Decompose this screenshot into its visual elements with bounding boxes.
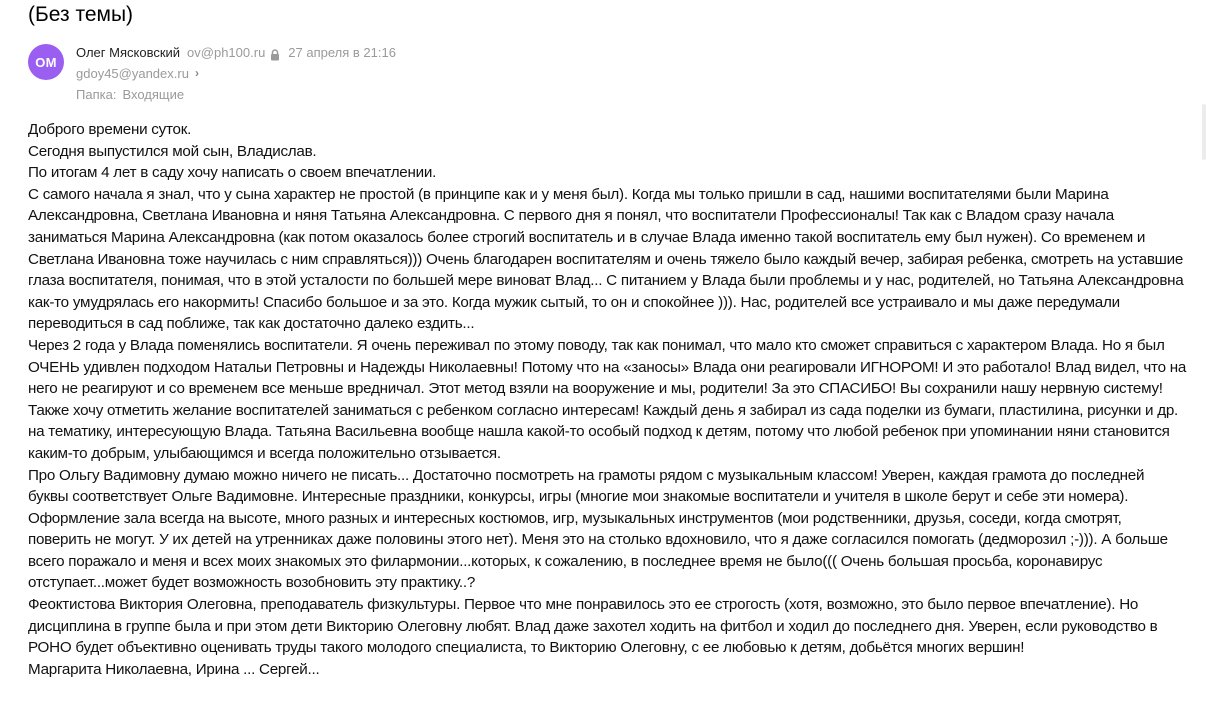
scrollbar[interactable]	[1202, 104, 1206, 160]
sender-email[interactable]: ov@ph100.ru	[187, 45, 266, 60]
sender-row	[76, 42, 396, 63]
sender-avatar[interactable]	[28, 44, 64, 80]
message-meta	[76, 42, 396, 105]
message-body	[28, 119, 1188, 680]
body-paragraph: С самого начала я знал, что у сына характер не простой (в принципе как и у меня был). Когда мы только пришли в сад, нашими воспитателями были Марина Александровна, Светлана Ивановна и няня Татьяна Александровна. С первого дня я понял, что воспитатели Профессионалы! Так как с Владом сразу начала заниматься Марина Александровна (как потом оказалось более строгий воспитатель и в случае Влада именно такой воспитатель ему был нужен). Со временем и Светлана Ивановна тоже научилась с ним справляться))) Очень благодарен воспитателям и очень тяжело было каждый вечер, забирая ребенка, смотреть на уставшие глаза воспитателя, понимая, что в этой усталости по большей мере виноват Влад... С питанием у Влада были проблемы и у нас, родителей, но Татьяна Александровна как-то умудрялась его накормить! Спасибо большое и за это. Когда мужик сытый, то он и спокойнее ))). Нас, родителей все устраивало и мы даже передумали переводиться в сад поближе, так как достаточно далеко ездить...	[28, 185, 1184, 333]
folder-label: Папка:	[76, 87, 117, 102]
body-paragraph: Маргарита Николаевна, Ирина ... Сергей...	[28, 660, 320, 678]
sender-name[interactable]: Олег Мясковский	[76, 45, 181, 60]
folder-value[interactable]: Входящие	[122, 87, 185, 102]
folder-row	[76, 84, 396, 105]
message-date: 27 апреля в 21:16	[288, 45, 396, 60]
body-paragraph: По итогам 4 лет в саду хочу написать о своем впечатлении.	[28, 164, 437, 182]
avatar-initials: ОМ	[35, 54, 57, 70]
body-paragraph: Доброго времени суток.	[28, 121, 192, 138]
recipient-email[interactable]: gdoy45@yandex.ru	[76, 66, 189, 81]
body-paragraph: Сегодня выпустился мой сын, Владислав.	[28, 142, 317, 160]
body-paragraph: Феоктистова Виктория Олеговна, преподаватель физкультуры. Первое что мне понравилось это ее строгость (хотя, возможно, это было первое впечатление). Но дисциплина в группе была и при этом дети Викторию Олеговну любят. Влад даже захотел ходить на фитбол и ходил до последнего дня. Уверен, если руководство в РОНО будет объективно оценивать труды такого молодого специалиста, то Викторию Олеговну, с ее любовью к детям, добьётся многих вершин!	[28, 596, 1158, 657]
lock-icon	[270, 46, 280, 58]
chevron-right-icon[interactable]: ›	[194, 66, 199, 80]
recipient-row[interactable]	[76, 63, 396, 84]
body-paragraph: Про Ольгу Вадимовну думаю можно ничего не писать... Достаточно посмотреть на грамоты рядом с музыкальным классом! Уверен, каждая грамота до последней буквы соответствует Ольге Вадимовне. Интересные праздники, конкурсы, игры (многие мои знакомые воспитатели и учителя в школе берут и себе эти номера). Оформление зала всегда на высоте, много разных и интересных костюмов, игр, музыкальных инструментов (мои родственники, друзья, соседи, когда смотрят, поверить не могут. У их детей на утренниках даже половины этого нет). Меня это на столько вдохновило, что я даже согласился помогать (дедморозил ;-))). А больше всего поражало и меня и всех моих знакомых это филармонии...которых, к сожалению, в последнее время не было((( Очень большая просьба, коронавирус отступает...может будет возможность возобновить эту практику..?	[28, 466, 1168, 592]
body-paragraph: Через 2 года у Влада поменялись воспитатели. Я очень переживал по этому поводу, так как понимал, что мало кто сможет справиться с характером Влада. Но я был ОЧЕНЬ удивлен подходом Натальи Петровны и Надежды Николаевны! Потому что на «заносы» Влада они реагировали ИГНОРОМ! И это работало! Влад видел, что на него не реагируют и со временем все меньше вредничал. Этот метод взяли на вооружение и мы, родители! За это СПАСИБО! Вы сохранили нашу нервную систему! Также хочу отметить желание воспитателей заниматься с ребенком согласно интересам! Каждый день я забирал из сада поделки из бумаги, пластилина, рисунки и др. на тематику, интересующую Влада. Татьяна Васильевна вообще нашла какой-то особый подход к детям, потому что любой ребенок при упоминании няни становится каким-то добрым, улыбающимся и всегда положительно отзывается.	[28, 336, 1187, 462]
message-subject: (Без темы)	[28, 3, 134, 26]
message-header	[28, 42, 728, 104]
